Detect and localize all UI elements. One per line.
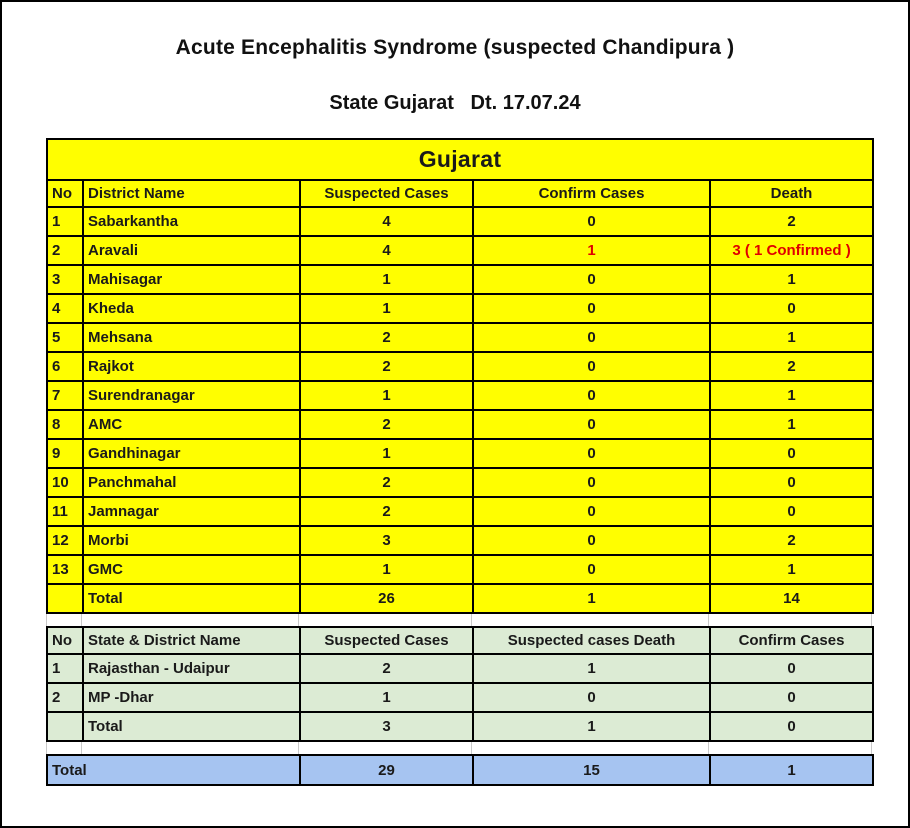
cell-suspected-death: 0 (473, 683, 710, 712)
cell-suspected: 2 (300, 468, 473, 497)
cell-confirm: 0 (473, 207, 710, 236)
page-subtitle: State Gujarat Dt. 17.07.24 (329, 92, 581, 114)
cell-district: Morbi (83, 526, 300, 555)
cell-district: Mahisagar (83, 265, 300, 294)
cell-suspected: 1 (300, 439, 473, 468)
cell-no-empty (47, 584, 83, 613)
cell-district: GMC (83, 555, 300, 584)
cell-death: 2 (710, 526, 873, 555)
cell-death: 2 (710, 352, 873, 381)
total-confirm: 0 (710, 712, 873, 741)
cell-suspected: 2 (300, 323, 473, 352)
table-row (47, 526, 873, 555)
cell-confirm: 0 (473, 323, 710, 352)
grand-total-suspected: 29 (300, 755, 473, 785)
grand-total-label: Total (47, 755, 300, 785)
cell-confirm: 0 (473, 381, 710, 410)
cell-district: Jamnagar (83, 497, 300, 526)
cell-suspected: 2 (300, 352, 473, 381)
cell-district: Rajkot (83, 352, 300, 381)
cell-confirm: 0 (473, 352, 710, 381)
cell-confirm: 0 (473, 265, 710, 294)
cell-no: 1 (47, 207, 83, 236)
cell-no-empty (47, 712, 83, 741)
cell-suspected: 1 (300, 683, 473, 712)
other-states-table (46, 626, 874, 742)
grand-total-suspected-death: 15 (473, 755, 710, 785)
cell-confirm: 0 (473, 468, 710, 497)
total-suspected-death: 1 (473, 712, 710, 741)
cell-suspected: 4 (300, 236, 473, 265)
column-header-confirm: Confirm Cases (473, 180, 710, 207)
cell-confirm: 0 (473, 439, 710, 468)
cell-district: Surendranagar (83, 381, 300, 410)
table-row (47, 265, 873, 294)
cell-confirm: 0 (473, 555, 710, 584)
cell-no: 6 (47, 352, 83, 381)
cell-confirm: 0 (473, 497, 710, 526)
gujarat-header-row (47, 180, 873, 207)
cell-suspected: 1 (300, 555, 473, 584)
cell-no: 2 (47, 236, 83, 265)
cell-no: 4 (47, 294, 83, 323)
cell-district: Aravali (83, 236, 300, 265)
cell-confirm: 0 (473, 410, 710, 439)
total-label: Total (83, 584, 300, 613)
column-header-suspected-death: Suspected cases Death (473, 627, 710, 654)
column-header-no: No (47, 627, 83, 654)
page-title: Acute Encephalitis Syndrome (suspected Chandipura ) (175, 36, 735, 59)
cell-no: 9 (47, 439, 83, 468)
cell-no: 2 (47, 683, 83, 712)
cell-suspected: 2 (300, 497, 473, 526)
table-gap-gridlines (46, 614, 872, 626)
cell-suspected: 3 (300, 526, 473, 555)
cell-suspected: 1 (300, 265, 473, 294)
cell-no: 11 (47, 497, 83, 526)
table-row (47, 555, 873, 584)
cell-death: 0 (710, 468, 873, 497)
table-row (47, 683, 873, 712)
cell-district: Mehsana (83, 323, 300, 352)
cell-death: 1 (710, 555, 873, 584)
cell-no: 1 (47, 654, 83, 683)
cell-death: 1 (710, 265, 873, 294)
table-row (47, 323, 873, 352)
cell-no: 7 (47, 381, 83, 410)
column-header-suspected: Suspected Cases (300, 627, 473, 654)
cell-district: Gandhinagar (83, 439, 300, 468)
gujarat-table-title: Gujarat (47, 139, 873, 180)
column-header-district: District Name (83, 180, 300, 207)
table-gap-gridlines (46, 742, 872, 754)
cell-death: 0 (710, 497, 873, 526)
cell-suspected: 2 (300, 654, 473, 683)
table-row (47, 410, 873, 439)
cell-death: 1 (710, 381, 873, 410)
column-header-suspected: Suspected Cases (300, 180, 473, 207)
total-label: Total (83, 712, 300, 741)
table-row (47, 294, 873, 323)
cell-district: Panchmahal (83, 468, 300, 497)
table-row (47, 654, 873, 683)
gujarat-table (46, 138, 874, 614)
table-row (47, 381, 873, 410)
cell-suspected-death: 1 (473, 654, 710, 683)
cell-no: 13 (47, 555, 83, 584)
cell-suspected: 1 (300, 381, 473, 410)
gujarat-total-row (47, 584, 873, 613)
total-confirm: 1 (473, 584, 710, 613)
cell-district: Kheda (83, 294, 300, 323)
table-row (47, 468, 873, 497)
cell-death: 2 (710, 207, 873, 236)
cell-confirm: 0 (710, 683, 873, 712)
cell-death: 1 (710, 410, 873, 439)
cell-death-alert: 3 ( 1 Confirmed ) (710, 236, 873, 265)
cell-district: AMC (83, 410, 300, 439)
table-title-row (47, 139, 873, 180)
grand-total-confirm: 1 (710, 755, 873, 785)
column-header-death: Death (710, 180, 873, 207)
cell-state-district: Rajasthan - Udaipur (83, 654, 300, 683)
cell-no: 10 (47, 468, 83, 497)
table-row (47, 352, 873, 381)
cell-death: 1 (710, 323, 873, 352)
table-row (47, 497, 873, 526)
cell-district: Sabarkantha (83, 207, 300, 236)
cell-confirm: 0 (473, 294, 710, 323)
cell-no: 12 (47, 526, 83, 555)
column-header-state-district: State & District Name (83, 627, 300, 654)
other-states-header-row (47, 627, 873, 654)
cell-confirm-alert: 1 (473, 236, 710, 265)
grand-total-row (47, 755, 873, 785)
cell-no: 3 (47, 265, 83, 294)
column-header-confirm: Confirm Cases (710, 627, 873, 654)
cell-suspected: 2 (300, 410, 473, 439)
table-row (47, 439, 873, 468)
cell-death: 0 (710, 294, 873, 323)
cell-suspected: 1 (300, 294, 473, 323)
cell-no: 5 (47, 323, 83, 352)
total-death: 14 (710, 584, 873, 613)
table-row (47, 236, 873, 265)
cell-confirm: 0 (710, 654, 873, 683)
cell-suspected: 4 (300, 207, 473, 236)
total-suspected: 26 (300, 584, 473, 613)
tables-container (46, 138, 872, 786)
table-row (47, 207, 873, 236)
cell-death: 0 (710, 439, 873, 468)
total-suspected: 3 (300, 712, 473, 741)
column-header-no: No (47, 180, 83, 207)
cell-confirm: 0 (473, 526, 710, 555)
grand-total-table (46, 754, 874, 786)
cell-no: 8 (47, 410, 83, 439)
other-states-total-row (47, 712, 873, 741)
cell-state-district: MP -Dhar (83, 683, 300, 712)
